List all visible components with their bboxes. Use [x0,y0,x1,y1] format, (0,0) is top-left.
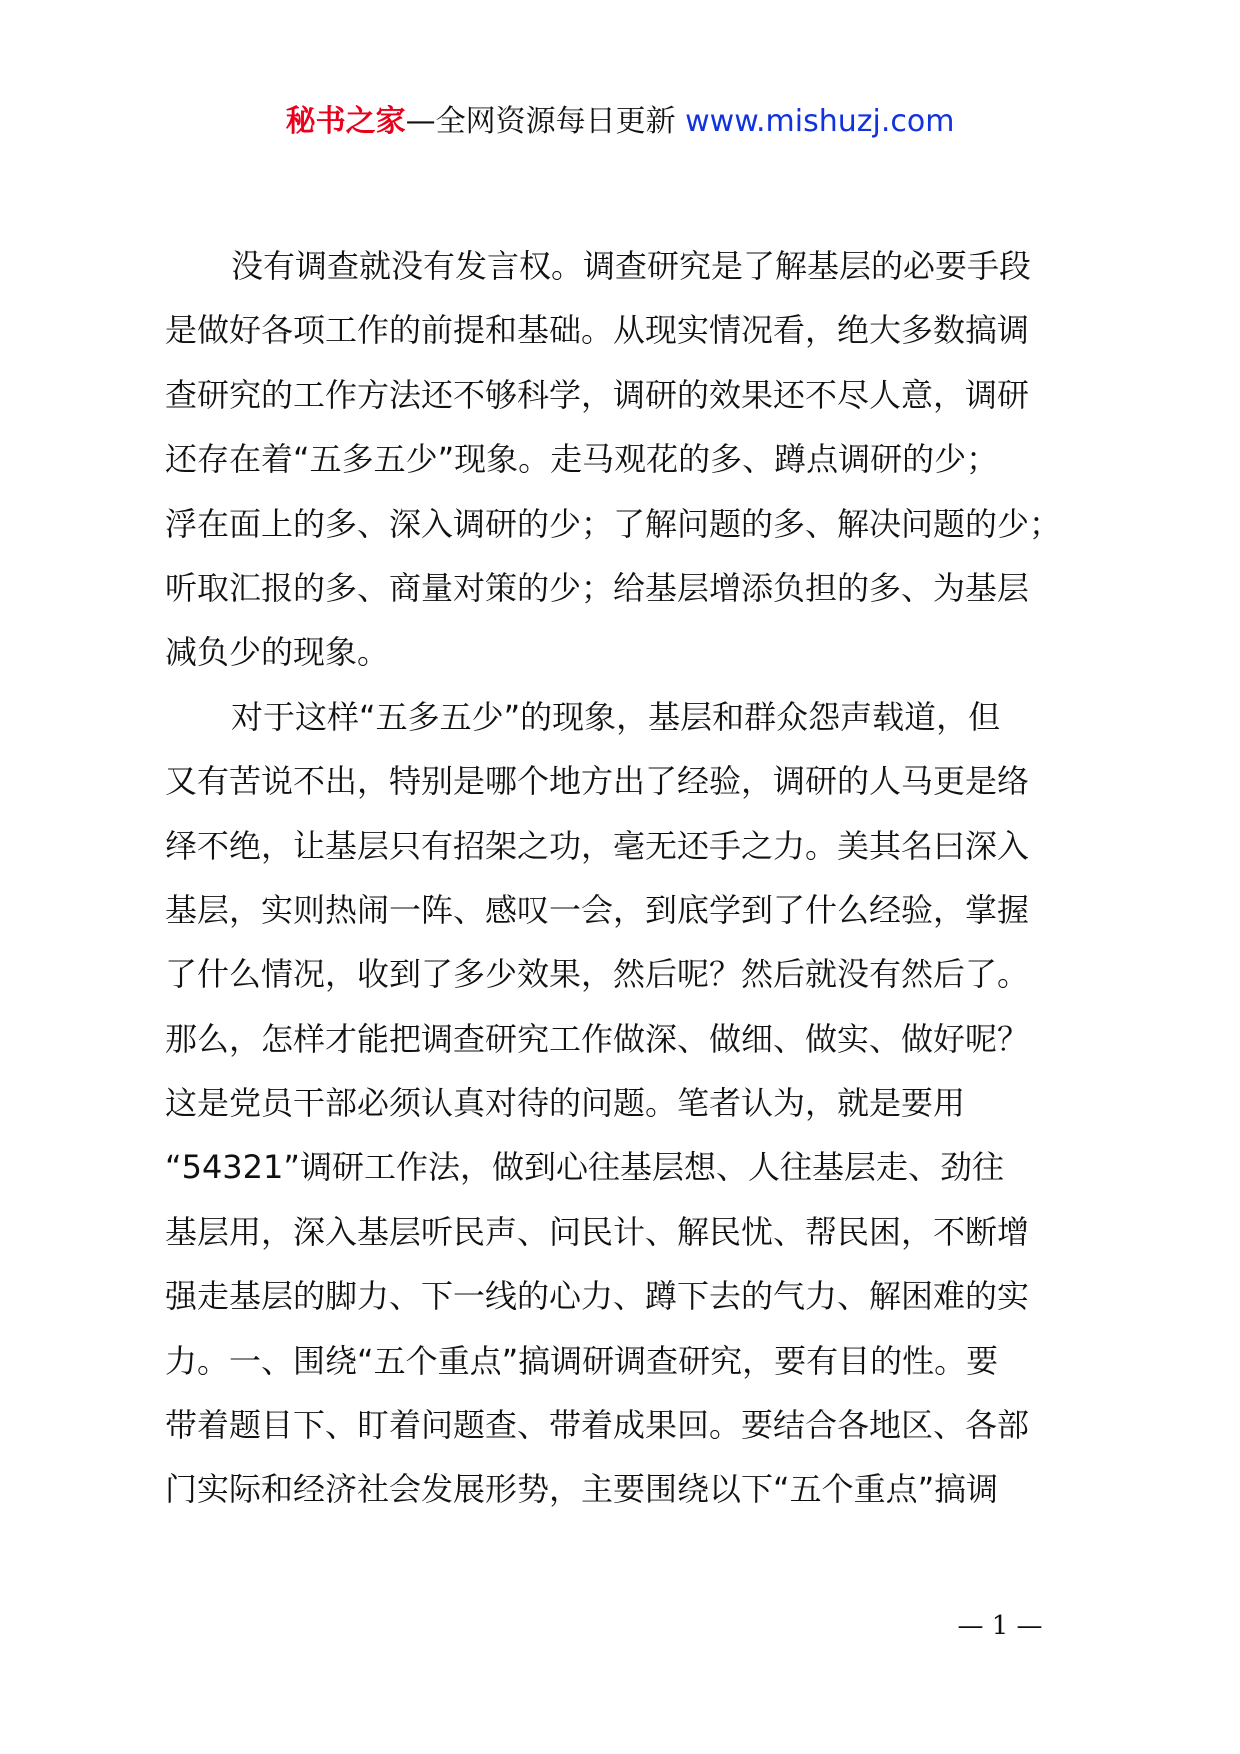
text-line: 基层用，深入基层听民声、问民计、解民忧、帮民困，不断增 [165,1212,1030,1251]
text-line: 基层，实则热闹一阵、感叹一会，到底学到了什么经验，掌握 [165,890,1030,929]
site-url-link[interactable]: www.mishuzj.com [685,104,955,139]
text-line: 这是党员干部必须认真对待的问题。笔者认为，就是要用 [165,1084,966,1123]
text-line: 又有苦说不出，特别是哪个地方出了经验，调研的人马更是络 [165,762,1030,801]
text-line: “54321”调研工作法，做到心往基层想、人往基层走、劲往 [165,1148,1004,1187]
text-line: 查研究的工作方法还不够科学，调研的效果还不尽人意，调研 [165,375,1030,414]
text-line: 对于这样“五多五少”的现象，基层和群众怨声载道，但 [231,697,1001,736]
text-line: 了什么情况，收到了多少效果，然后呢？然后就没有然后了。 [165,955,1030,994]
text-line: 浮在面上的多、深入调研的少；了解问题的多、解决问题的少； [165,504,1062,543]
text-line: 那么，怎样才能把调查研究工作做深、做细、做实、做好呢？ [165,1019,1030,1058]
text-line: 力。一、围绕“五个重点”搞调研调查研究，要有目的性。要 [165,1341,999,1380]
text-line: 听取汇报的多、商量对策的少；给基层增添负担的多、为基层 [165,568,1030,607]
page-number: — 1 — [957,1611,1043,1641]
site-header [0,100,1240,144]
text-line: 门实际和经济社会发展形势，主要围绕以下“五个重点”搞调 [165,1470,999,1509]
site-brand: 秘书之家 [285,104,406,139]
site-tagline: —全网资源每日更新 [405,104,686,139]
text-line: 减负少的现象。 [165,633,390,672]
text-line: 带着题目下、盯着问题查、带着成果回。要结合各地区、各部 [165,1406,1030,1445]
document-body [165,234,1105,1522]
text-line: 是做好各项工作的前提和基础。从现实情况看，绝大多数搞调 [165,311,1030,350]
text-line: 绎不绝，让基层只有招架之功，毫无还手之力。美其名曰深入 [165,826,1030,865]
text-line: 没有调查就没有发言权。调查研究是了解基层的必要手段 [231,247,1032,285]
text-line: 强走基层的脚力、下一线的心力、蹲下去的气力、解困难的实 [165,1277,1030,1316]
text-line: 还存在着“五多五少”现象。走马观花的多、蹲点调研的少； [165,440,999,479]
